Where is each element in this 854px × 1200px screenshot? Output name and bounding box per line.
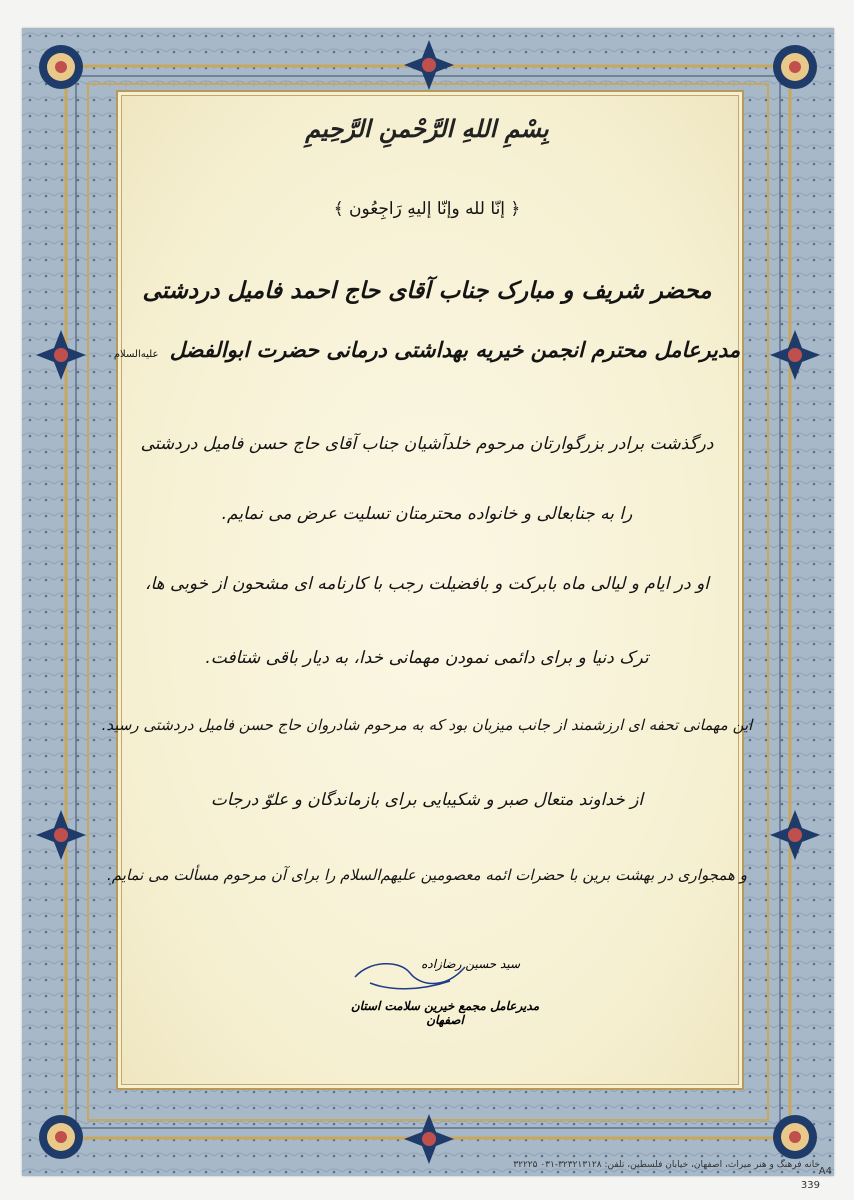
corner-rosette-icon xyxy=(768,1110,822,1164)
honorific: علیه‌السلام xyxy=(113,349,159,360)
top-medallion-icon xyxy=(402,38,456,92)
bottom-medallion-icon xyxy=(402,1112,456,1166)
corner-rosette-icon xyxy=(34,1110,88,1164)
side-medallion-icon xyxy=(768,808,822,862)
bismillah-heading: بِسْمِ اللهِ الرَّحْمنِ الرَّحِيمِ xyxy=(305,115,549,143)
body-line-5: این مهمانی تحفه ای ارزشمند از جانب میزبان بود که به مرحوم شادروان حاج حسن فامیل دردشتی رسید. xyxy=(101,716,753,734)
body-line-2: را به جنابعالی و خانواده محترمتان تسلیت عرض می نمایم. xyxy=(221,504,633,524)
recipient-title-line xyxy=(0,338,854,362)
page-size-label: A4 xyxy=(818,1166,832,1177)
signer-title: مدیرعامل مجمع خیرین سلامت استان اصفهان xyxy=(350,999,540,1027)
signer-name: سید حسین رضازاده xyxy=(421,957,520,971)
recipient-title: مدیرعامل محترم انجمن خیریه بهداشتی درمانی حضرت ابوالفضل xyxy=(169,338,741,362)
quran-verse: ﴿ إنّا لله وإنّا إليهِ رَاجِعُون ﴾ xyxy=(333,199,521,219)
corner-rosette-icon xyxy=(768,40,822,94)
print-footer: خانه فرهنگ و هنر میراث، اصفهان، خیابان فلسطین، تلفن: ۳۲۳۲۱۳۱۲۸-۰۳۱ ۳۲۲۲۵ xyxy=(513,1160,820,1170)
body-line-6: از خداوند متعال صبر و شکیبایی برای بازماندگان و علوّ درجات xyxy=(210,790,644,810)
body-line-4: ترک دنیا و برای دائمی نمودن مهمانی خدا، به دیار باقی شتافت. xyxy=(205,648,649,668)
side-medallion-icon xyxy=(34,808,88,862)
corner-rosette-icon xyxy=(34,40,88,94)
body-line-1: درگذشت برادر بزرگوارتان مرحوم خلدآشیان جناب آقای حاج حسن فامیل دردشتی xyxy=(140,434,714,454)
body-line-7: و همجواری در بهشت برین با حضرات ائمه معصومین علیهم‌السلام را برای آن مرحوم مسألت می نمایم. xyxy=(107,866,747,884)
recipient-line: محضر شریف و مبارک جناب آقای حاج احمد فامیل دردشتی xyxy=(142,278,712,304)
body-line-3: او در ایام و لیالی ماه بابرکت و بافضیلت رجب با کارنامه ای مشحون از خوبی ها، xyxy=(144,574,710,594)
signature-block xyxy=(340,955,540,1035)
page-number: 339 xyxy=(800,1180,820,1191)
